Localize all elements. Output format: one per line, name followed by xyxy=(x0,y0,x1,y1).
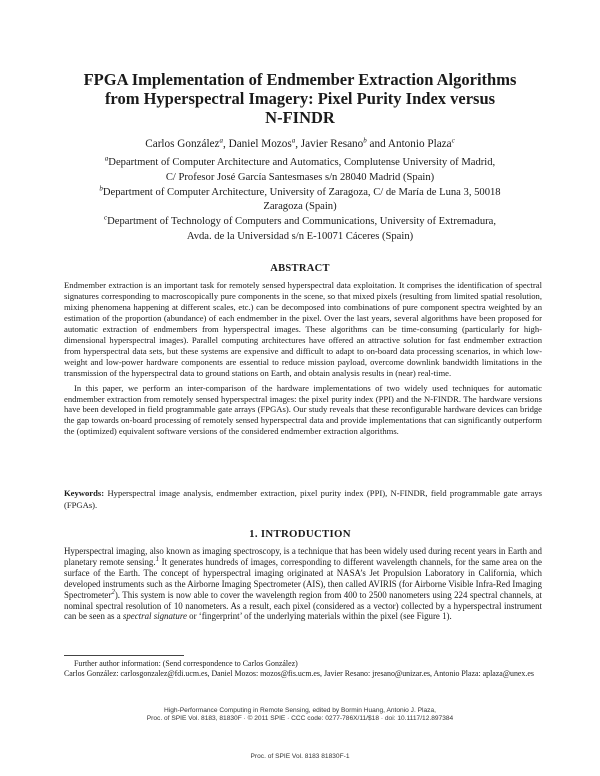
author-name: Carlos González xyxy=(145,138,220,150)
footnote-divider xyxy=(64,655,184,656)
paper-title xyxy=(40,70,560,127)
proceedings-line: High-Performance Computing in Remote Sensing, edited by Bormin Huang, Antonio J. Plaza, xyxy=(164,707,436,714)
affiliation-mark: c xyxy=(104,213,108,222)
affiliation-line: Avda. de la Universidad s/n E-10071 Cáceres (Spain) xyxy=(186,230,414,242)
author-name: Javier Resano xyxy=(300,138,364,150)
affiliation-line: Department of Computer Architecture, University of Zaragoza, C/ de María de Luna 3, 50018 xyxy=(102,186,501,198)
title-line-1: FPGA Implementation of Endmember Extraction Algorithms xyxy=(83,70,517,89)
affiliation-mark: a xyxy=(291,136,296,145)
reference-mark[interactable]: 2 xyxy=(111,587,115,596)
affiliation-line: Department of Technology of Computers and Communications, University of Extremadura, xyxy=(107,216,496,228)
body-text-run: Hyperspectral imaging, also known as imaging spectroscopy, is a technique that has been widely used during recent years in Earth and planetary remote sensing. xyxy=(64,546,542,567)
abstract-body xyxy=(64,280,542,437)
affiliation-list xyxy=(60,156,540,245)
title-line-3: N-FINDR xyxy=(265,108,335,127)
keywords-label: Keywords: xyxy=(64,488,105,498)
body-text-run: ). This system is now able to cover the wavelength region from 400 to 2500 nanometers using 224 spectral channels, at nominal spectral resolution of 10 nanometers. As a result, each pixel (considered as a vector) collected by a hyperspectral instrument can be seen as a xyxy=(64,589,542,622)
abstract-paragraph: Endmember extraction is an important task for remotely sensed hyperspectral data exploitation. It comprises the identification of spectral signatures corresponding to macroscopically pure components in the scene, so that mixed pixels (resulting from limited spatial resolution, mixing phenomena happening at different scales, etc.) can be decomposed into combinations of pure component spectra weighted by an estimation of the proportion (abundance) of each endmember in the pixel. Over the last years, several algorithms have been proposed for automatic extraction of endmembers from hyperspectral images. These algorithms can be time-consuming (particularly for high-dimensional hyperspectral images). Parallel computing architectures have offered an attractive solution for fast endmember extraction from hyperspectral data sets, but these systems are expensive and difficult to adapt to on-board data processing scenarios, in which low-weight and low-power hardware components are essential to reduce mission payload, overcome downlink bandwidth limitations in the transmission of the hyperspectral data to ground stations on Earth, and obtain analysis results in (near) real-time. xyxy=(64,280,542,378)
author-name: Antonio Plaza xyxy=(387,138,452,150)
affiliation-mark: b xyxy=(363,136,367,145)
author-conjunction: and xyxy=(369,138,386,150)
footnote-line: Carlos González: carlosgonzalez@fdi.ucm.es, Daniel Mozos: mozos@fis.ucm.es, Javier Resano: jresano@unizar.es, Antonio Plaza: aplaza@unex.es xyxy=(64,669,534,678)
reference-mark[interactable]: 1 xyxy=(155,554,160,563)
emphasis-text: spectral signature xyxy=(122,611,187,622)
affiliation-mark: a xyxy=(219,136,224,145)
keywords-text: Hyperspectral image analysis, endmember extraction, pixel purity index (PPI), N-FINDR, field programmable gate arrays (FPGAs). xyxy=(64,488,542,510)
affiliation-c xyxy=(60,215,540,245)
abstract-paragraph: In this paper, we perform an inter-comparison of the hardware implementations of two widely used techniques for automatic endmember extraction from remotely sensed hyperspectral images: the pixel purity index (PPI) and the N-FINDR. The hardware versions have been developed in field programmable gate arrays (FPGAs). Our study reveals that these reconfigurable hardware devices can bridge the gap towards on-board processing of remotely sensed hyperspectral data and provide implementations that can significantly outperform the (optimized) equivalent software versions of the considered endmember extraction algorithms. xyxy=(64,382,542,437)
abstract-heading: ABSTRACT xyxy=(270,263,330,274)
page-footer: Proc. of SPIE Vol. 8183 81830F-1 xyxy=(250,753,350,760)
affiliation-b xyxy=(60,186,540,216)
affiliation-line: Zaragoza (Spain) xyxy=(263,201,337,213)
affiliation-mark: a xyxy=(104,154,109,163)
section-heading-introduction: 1. INTRODUCTION xyxy=(249,528,351,540)
proceedings-line: Proc. of SPIE Vol. 8183, 81830F · © 2011 SPIE · CCC code: 0277-786X/11/$18 · doi: 10.1117/12.897384 xyxy=(146,715,454,723)
affiliation-a xyxy=(60,156,540,186)
keywords xyxy=(64,488,542,511)
author-list: Carlos González$^a$, Daniel Mozos$^a$, Javier Resano$^b$ and Antonio Plaza$^c$ xyxy=(145,136,455,150)
affiliation-mark: b xyxy=(99,184,103,193)
affiliation-line: Department of Computer Architecture and Automatics, Complutense University of Madrid, xyxy=(108,157,496,168)
introduction-paragraph xyxy=(64,546,542,622)
body-text-run: or ‘fingerprint’ of the underlying materials within the pixel (see Figure 1). xyxy=(186,611,452,622)
footnote-block xyxy=(64,659,542,679)
title-line-2: from Hyperspectral Imagery: Pixel Purity Index versus xyxy=(104,89,496,108)
affiliation-mark: c xyxy=(451,136,455,145)
proceedings-info xyxy=(60,707,540,724)
footnote-line: Further author information: (Send correspondence to Carlos González) xyxy=(74,659,298,668)
author-name: Daniel Mozos xyxy=(228,138,292,150)
body-text-run: It generates hundreds of images, corresponding to different wavelength channels, for the same area on the surface of the Earth. The concept of hyperspectral imaging originated at NASA’s Jet Propulsion Laboratory in California, which developed instruments such as the Airborne Imaging Spectrometer (AIS), then called AVIRIS (for Airborne Visible Infra-Red Imaging Spectrometer xyxy=(64,556,542,600)
affiliation-line: C/ Profesor José García Santesmases s/n 28040 Madrid (Spain) xyxy=(165,171,435,183)
